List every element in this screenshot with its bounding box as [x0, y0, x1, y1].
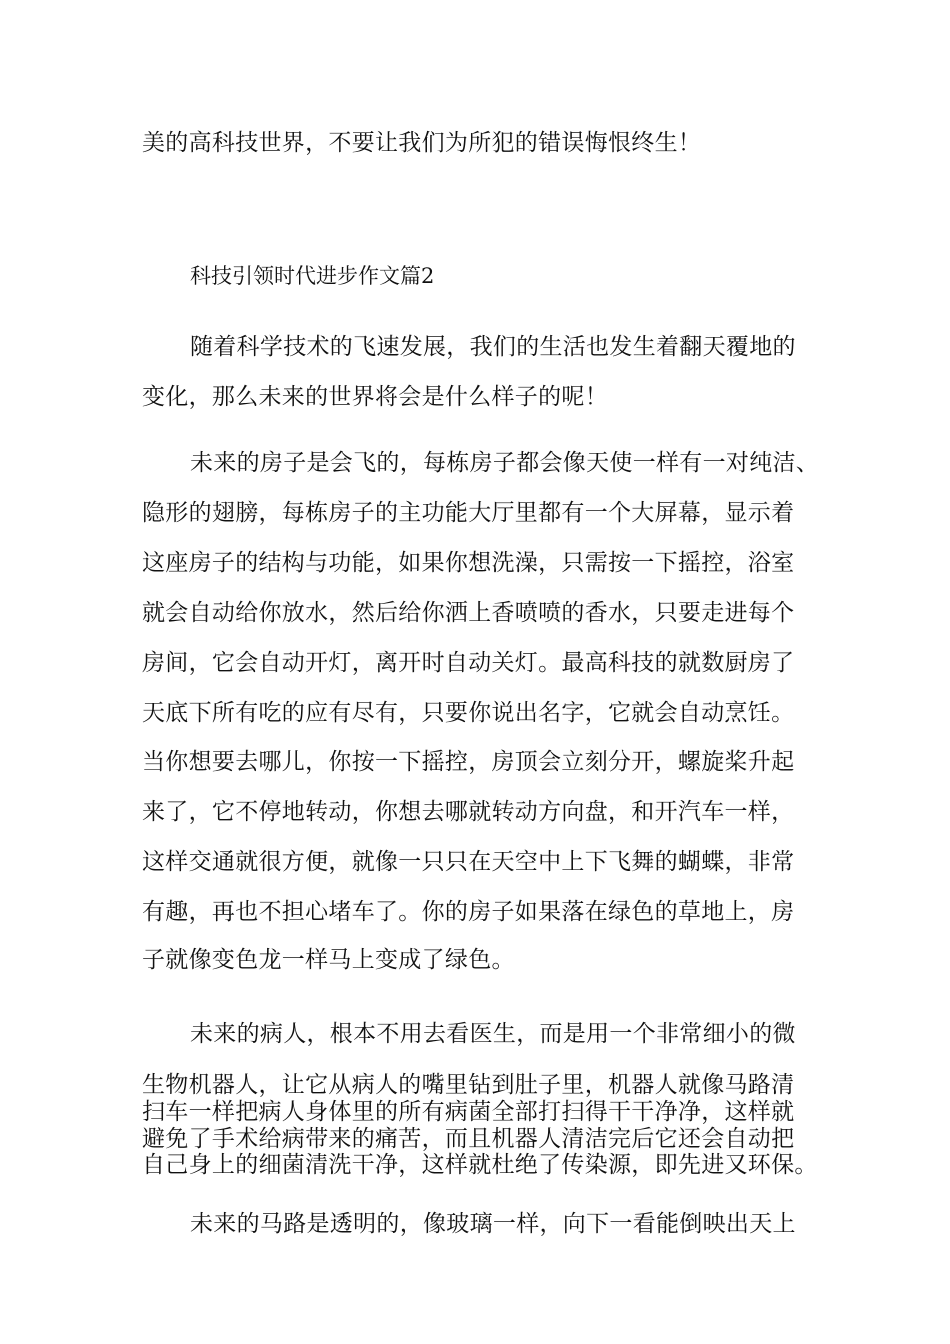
paragraph-line: 自己身上的细菌清洗干净，这样就杜绝了传染源，即先进又环保。 [142, 1152, 818, 1178]
paragraph-line: 避免了手术给病带来的痛苦，而且机器人清洁完后它还会自动把 [142, 1126, 795, 1152]
paragraph-line: 天底下所有吃的应有尽有，只要你说出名字，它就会自动烹饪。 [142, 700, 795, 726]
paragraph-line: 子就像变色龙一样马上变成了绿色。 [142, 947, 515, 973]
paragraph-line: 来了，它不停地转动，你想去哪就转动方向盘，和开汽车一样， [142, 799, 795, 825]
paragraph-line: 隐形的翅膀，每栋房子的主功能大厅里都有一个大屏幕，显示着 [142, 500, 795, 526]
paragraph-line: 未来的病人，根本不用去看医生，而是用一个非常细小的微 [190, 1021, 796, 1047]
paragraph-line: 未来的房子是会飞的，每栋房子都会像天使一样有一对纯洁、 [190, 450, 820, 476]
paragraph-line: 当你想要去哪儿，你按一下摇控，房顶会立刻分开，螺旋桨升起 [142, 749, 795, 775]
paragraph-line: 就会自动给你放水，然后给你洒上香喷喷的香水，只要走进每个 [142, 600, 795, 626]
paragraph-line: 变化，那么未来的世界将会是什么样子的呢！ [142, 384, 608, 410]
paragraph-line: 有趣，再也不担心堵车了。你的房子如果落在绿色的草地上，房 [142, 899, 795, 925]
paragraph-line: 这座房子的结构与功能，如果你想洗澡，只需按一下摇控，浴室 [142, 550, 795, 576]
paragraph-line: 扫车一样把病人身体里的所有病菌全部打扫得干干净净，这样就 [142, 1099, 795, 1125]
paragraph-line: 这样交通就很方便，就像一只只在天空中上下飞舞的蝴蝶，非常 [142, 849, 795, 875]
paragraph-line: 随着科学技术的飞速发展，我们的生活也发生着翻天覆地的 [190, 334, 796, 360]
paragraph-line: 房间，它会自动开灯，离开时自动关灯。最高科技的就数厨房了 [142, 650, 795, 676]
paragraph-line: 生物机器人，让它从病人的嘴里钻到肚子里，机器人就像马路清 [142, 1072, 795, 1098]
section-title: 科技引领时代进步作文篇2 [190, 264, 435, 288]
intro-line: 美的高科技世界，不要让我们为所犯的错误悔恨终生！ [142, 130, 702, 156]
paragraph-line: 未来的马路是透明的，像玻璃一样，向下一看能倒映出天上 [190, 1211, 796, 1237]
